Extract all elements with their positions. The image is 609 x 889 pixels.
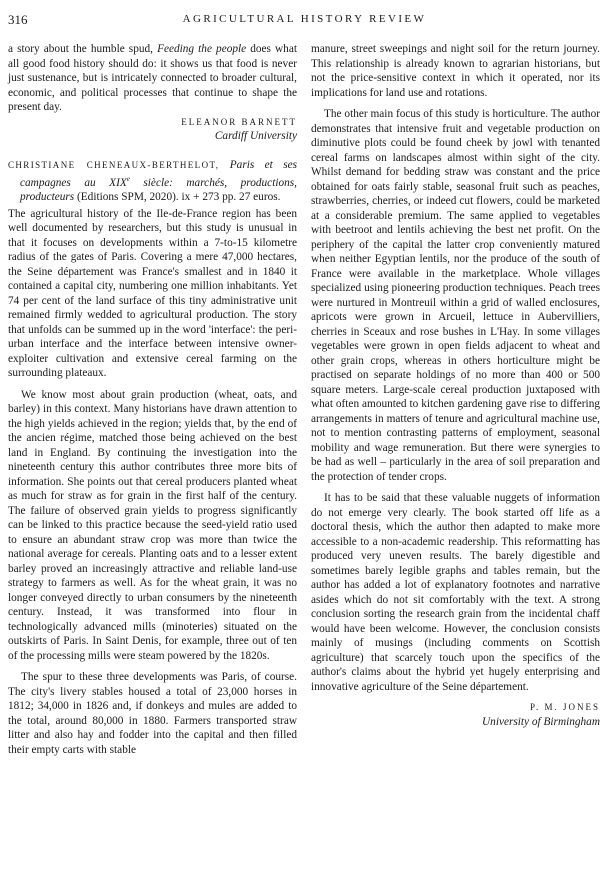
intro-paragraph: a story about the humble spud, Feeding the people does what all good food history should do: it shows us that food is never just sustenance, but is intricately connected to broader cultural, economic, and political processes that continue to shape the present day.: [8, 43, 297, 113]
body-paragraph: The other main focus of this study is horticulture. The author demonstrates that intensive fruit and vegetable production on diminutive plots could be found cheek by jowl with tenanted cereal farms on landscapes almost within sight of the city. Whilst demand for bedding straw was constant and the price obtained for oats fairly stable, seasonal fruit such as peaches, strawberries, cherries, or indeed cut flowers, could be marketed at a considerable premium. The same applied to vegetables with beetroot and lentils achieving the best net profit. On the periphery of the capital the latter crop conveniently matured when neither Egyptian lentils, nor the produce of the south of France were available in the marketplace. Whole villages specialized using pioneering production techniques. Peach trees were nurtured in Montreuil within a grid of walled enclosures, apricots were grown in Arcueil, lettuce in Aubervilliers, cherries in Sceaux and rose bushes in L'Hay. In some villages vegetables were grown in open fields adjacent to wheat and other grain crops, whereas in others horticulture might be practised on separate holdings of no more than 400 or 500 square meters. Large-scale cereal production juxtaposed with what often amounted to kitchen gardening gave rise to differing arrangements in matters of tenure and agricultural machine use, not to mention contrasting patterns of employment, seasonal mobility and wage remuneration. But there were synergies to be had as well – particularly in the area of soil preparation and the protection of tender crops.: [311, 108, 600, 483]
reviewer-name: P. M. JONES: [529, 702, 600, 712]
book-title-italic: Feeding the people: [157, 43, 247, 55]
running-title: AGRICULTURAL HISTORY REVIEW: [182, 13, 427, 25]
publication-details: (Editions SPM, 2020). ix + 273 pp. 27 euros.: [74, 191, 281, 204]
running-header: [8, 12, 601, 32]
right-column: [311, 42, 600, 729]
reviewer-institution: Cardiff University: [214, 130, 297, 142]
signature-block-2: [311, 700, 600, 729]
book-title: Paris et ses campagnes au XIXe siècle: marchés, productions, producteurs: [20, 158, 298, 204]
page-number: 316: [8, 12, 28, 27]
reviewer-institution: University of Birmingham: [482, 715, 600, 728]
body-paragraph: We know most about grain production (wheat, oats, and barley) in this context. Many historians have drawn attention to the high yields achieved in the region; yields that, by the end of the ancien régime, matched those being achieved on the best land in England. By continuing the investigation into the nineteenth century this author contributes three more bits of information. She points out that cereal producers planted wheat as much for straw as for grain in the first half of the century. The failure of observed grain yields to progress significantly can be linked to this practice because the seed-yield ratio used to ensure an abundant straw crop was more than twice the national average for cereals. Planting oats and to a lesser extent barley proved an increasingly attractive and reliable land-use strategy to farmers as well. As for the wheat grain, it was no longer conveyed directly to urban consumers by the nineteenth century. Instead, it was transformed into flour in technologically advanced mills (minoteries) situated on the outskirts of Paris. In Saint Denis, for example, three out of ten of the processing mills were steam powered by the 1820s.: [8, 388, 297, 662]
review-citation: [8, 158, 297, 205]
signature-block-1: [8, 115, 297, 144]
body-paragraph: The agricultural history of the Ile-de-France region has been well documented by researchers, but this study is unusual in that it focuses on developments within a 7-to-15 kilometre radius of the gates of Paris. Covering a mere 47,000 hectares, the Seine département was France's smallest and in 1840 it contained a capital city, numbering one million inhabitants. Yet 74 per cent of the land surface of this tiny administrative unit remained firmly wedded to agricultural production. The story that unfolds can be summed up in the word 'interface': the peri-urban interface and the interface between intensive owner-exploiter cultivation and extensive cereal farming on the surrounding plateaux.: [8, 207, 297, 380]
body-paragraph: The spur to these three developments was Paris, of course. The city's livery stables housed a total of 23,000 horses in 1812; 34,000 in 1826 and, if donkeys and mules are added to the total, around 80,000 in 1880. Farmers transported straw litter and also hay and fodder into the capital and then filled their empty carts with stable: [8, 671, 297, 756]
reviewer-name: ELEANOR BARNETT: [181, 116, 297, 127]
body-paragraph: It has to be said that these valuable nuggets of information do not emerge very clearly. The book started off life as a doctoral thesis, which the author then adapted to make more accessible to a non-academic readership. This reformatting has produced very uneven results. The barely digestible and sometimes barely legible graphs and tables remain, but the author has added a lot of explanatory footnotes and narrative asides which do not sit comfortably with the text. A strong conclusion sorting the research grain from the incidental chaff would have been welcome. However, the conclusion consists mainly of musings (including comments on Scottish agriculture) that scarcely touch upon the specifics of the author's claims about the hybrid yet hugely enterprising and innovative agriculture of the Seine département.: [311, 492, 600, 693]
body-paragraph: manure, street sweepings and night soil for the return journey. This relationship is already known to agrarian historians, but not the price-sensitive context in which it operated, nor its implications for land use and rotations.: [311, 43, 600, 99]
left-column: [8, 42, 297, 757]
book-author: CHRISTIANE CHENEAUX-BERTHELOT,: [8, 159, 220, 170]
